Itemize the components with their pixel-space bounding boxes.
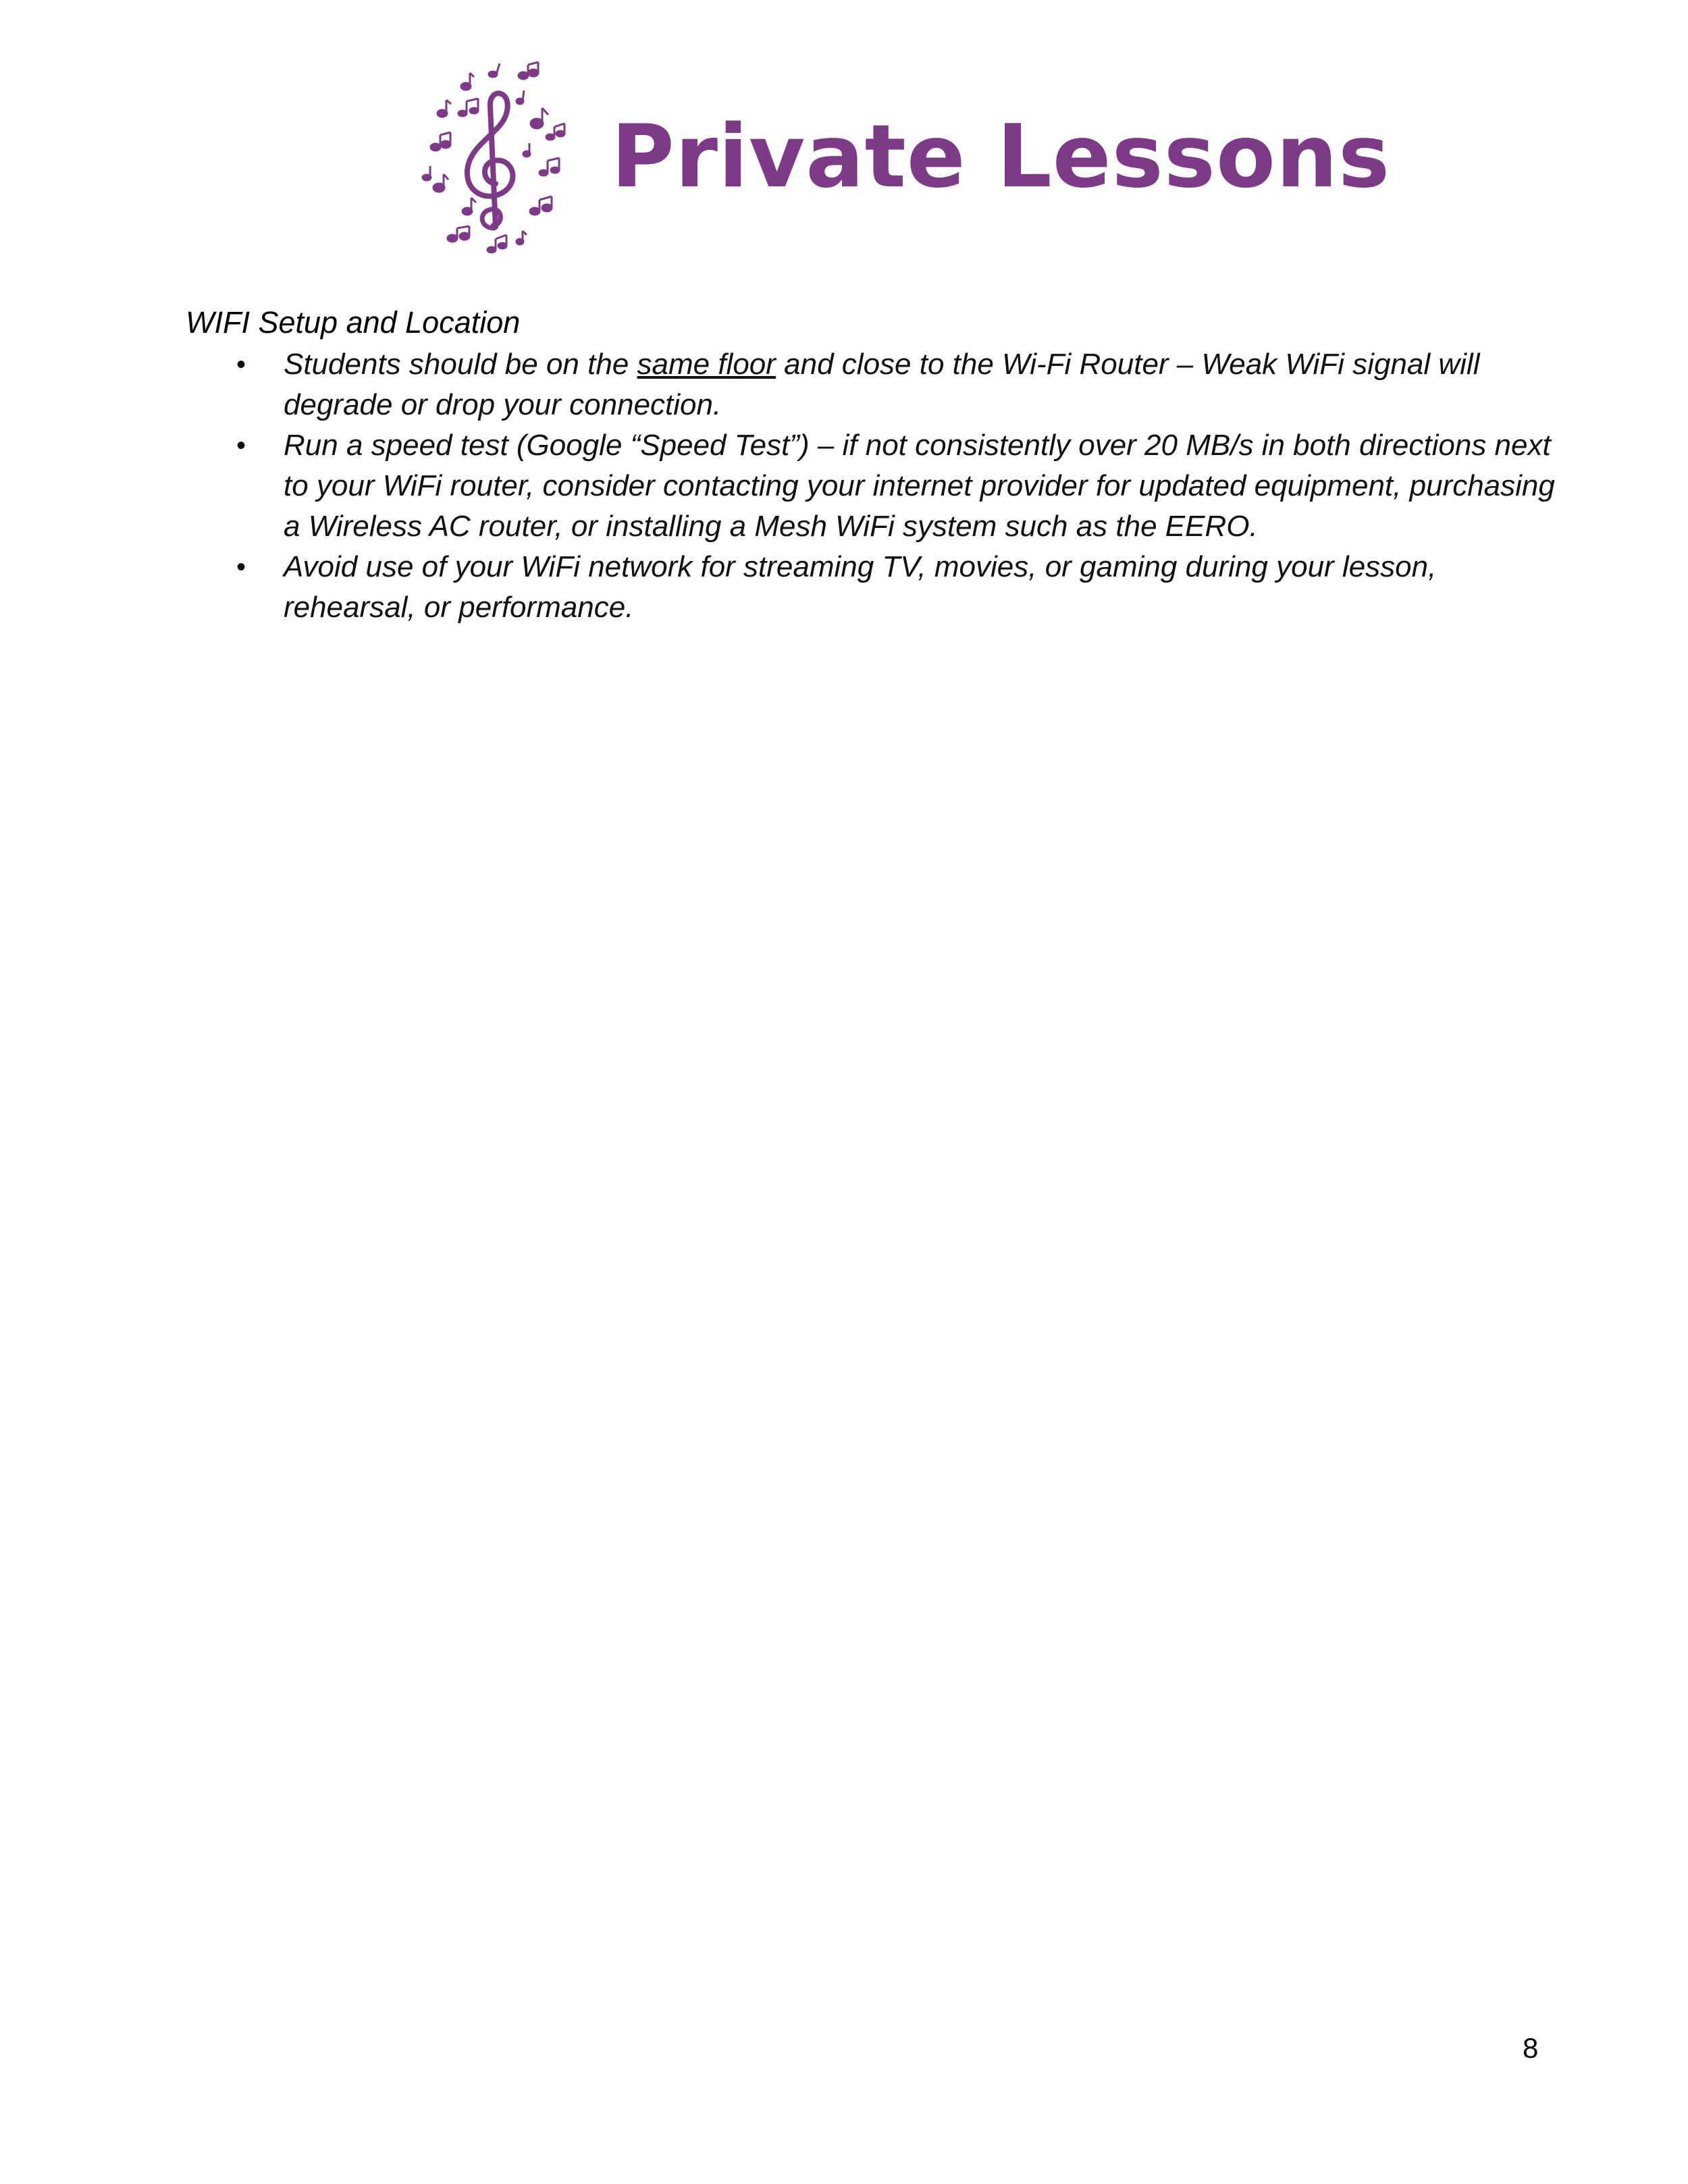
bullet-marker: • xyxy=(236,552,246,582)
list-item-text-end: and close to the Wi-Fi Router – Weak WiFi signal will degrade or drop your connection. xyxy=(284,348,1480,421)
list-item-underlined-text: same floor xyxy=(637,348,776,381)
list-item xyxy=(186,344,1556,425)
treble-clef-music-notes-icon xyxy=(412,59,577,269)
brand-title: Private Lessons xyxy=(611,107,1391,207)
list-item-text: Avoid use of your WiFi network for streaming TV, movies, or gaming during your lesson, rehearsal, or performance. xyxy=(284,550,1437,624)
main-content xyxy=(186,302,1556,628)
section-heading: WIFI Setup and Location xyxy=(186,305,521,340)
header xyxy=(412,57,1390,270)
list-item-text: Run a speed test (Google “Speed Test”) – if not consistently over 20 MB/s in both directions next to your WiFi router, consider contacting your internet provider for updated equipment, purchasing a Wireless AC router, or installing a Mesh WiFi system such as the EERO. xyxy=(284,429,1555,543)
list-item xyxy=(186,425,1556,547)
bullet-list xyxy=(186,344,1556,628)
list-item-text-start: Students should be on the xyxy=(284,348,637,381)
page-number: 8 xyxy=(1523,2032,1539,2064)
bullet-marker: • xyxy=(236,350,246,379)
bullet-marker: • xyxy=(236,431,246,460)
list-item xyxy=(186,547,1556,628)
